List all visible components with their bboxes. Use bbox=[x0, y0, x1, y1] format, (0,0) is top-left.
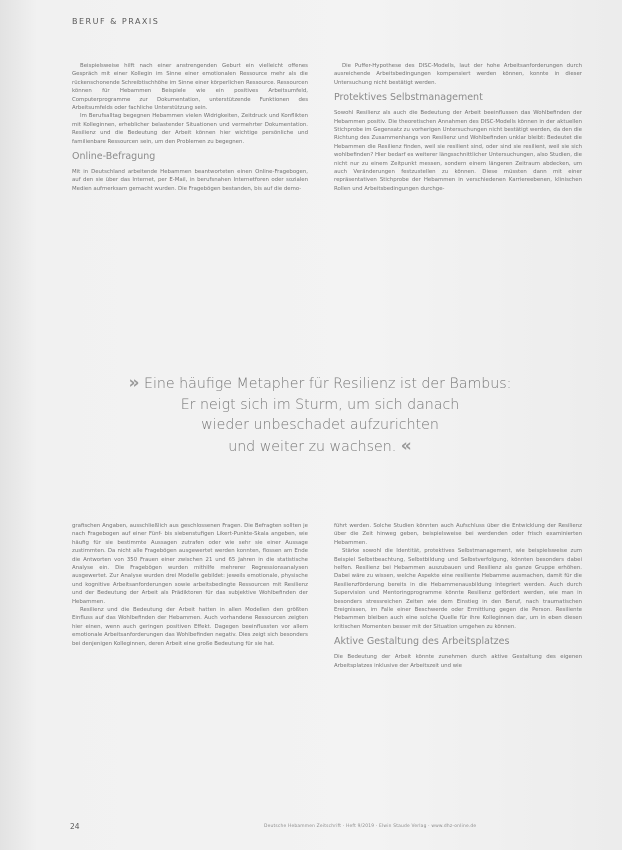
close-quote-mark: « bbox=[400, 435, 412, 456]
paragraph: Mit in Deutschland arbeitende Hebammen beantworteten einen Online-Fragebogen, auf den sie über das Internet, per E-Mail, in berufsnahen Internetforen oder sozialen Medien aufmerksam gemacht wurden. Die Fragebögen bestanden, bis auf die demo- bbox=[72, 169, 308, 192]
paragraph: Resilienz und die Bedeutung der Arbeit hatten in allen Modellen den größten Einfluss auf das Wohlbefinden der Hebammen. Auch vorhandene Ressourcen zeigten hier einen, wenn auch geringen positiven Effekt. Dagegen beeinflussten vor allem emotionale Arbeitsanforderungen das Wohlbefinden negativ. Dies zeigt sich besonders bei denjenigen Kolleginnen, deren Arbeit eine große Bedeutung für sie hat. bbox=[72, 607, 308, 647]
section-header: BERUF & PRAXIS bbox=[72, 17, 160, 26]
paragraph: Die Puffer-Hypothese des DISC-Modells, laut der hohe Arbeitsanforderungen durch ausreichende Arbeitsbedingungen kompensiert werden können, konnte in dieser Untersuchung nicht bestätigt werden. bbox=[334, 63, 582, 86]
pull-quote bbox=[90, 373, 550, 457]
paragraph: Sowohl Resilienz als auch die Bedeutung der Arbeit beeinflussen das Wohlbefinden der Hebammen positiv. Die theoretischen Annahmen des DISC-Modells können in der aktuellen Stichprobe im Gegensatz zu vorherigen Untersuchungen nicht bestätigt werden, da den die Richtung des Zusammenhangs von Resilienz und Wohlbefinden unklar bleibt: Bedeutet die Hebammen die Resilienz finden, weil sie resilient sind, oder sind sie resilient, weil sie sich wohlbefinden? Hier bedarf es weiterer längsschnittlicher Untersuchungen, also Studien, die nicht nur zu einem Zeitpunkt messen, sondern einem längeren Zeitraum abdecken, um auch Veränderungen festzustellen zu können. Diese müssten dann mit einer repräsentativen Stichprobe der Hebammen in verschiedenen Karriereebenen, klinischen Rollen und Arbeitsbedingungen durchge- bbox=[334, 110, 582, 192]
paragraph: Beispielsweise hilft nach einer anstrengenden Geburt ein vielleicht offenes Gespräch mit einer Kollegin im Sinne einer emotionalen Ressource mehr als die rückenschonende Schreibtischhöhe im Sinne einer körperlichen Ressource. Ressourcen können für Hebammen Beispiele wie ein positives Arbeitsumfeld, Computerprogramme zur Dokumentation, unterstützende Funktionen des Arbeitsumfelds oder fachliche Unterstützung sein. bbox=[72, 63, 308, 112]
paragraph: Die Bedeutung der Arbeit könnte zunehmen durch aktive Gestaltung des eigenen Arbeitsplatzes inklusive der Arbeitszeit und wie bbox=[334, 654, 582, 669]
pull-quote-line: Er neigt sich im Sturm, um sich danach bbox=[180, 396, 460, 413]
pull-quote-line: wieder unbeschadet aufzurichten bbox=[201, 417, 439, 433]
pull-quote-line bbox=[90, 373, 550, 395]
column-bottom-right bbox=[334, 522, 582, 670]
paragraph: Stärke sowohl die Identität, protektives Selbstmanagement, wie beispielsweise zum Beispiel Selbstbeachtung, Selbstbildung und Selbstverfolgung, könnten besonders dabei helfen. Resilienz bei Hebammen auszubauen und Resilienz als ganze Gruppe erhöhen. Dabei wäre zu wissen, welche Aspekte eine resiliente Hebamme ausmachen, damit für die Resilienzförderung bereits in die Hebammenausbildung integriert werden. Auch durch Supervision und Mentoringprogramme könnte Resilienz gefördert werden, wie man in besonders stressreichen Zeiten wie dem Einstieg in den Beruf, nach traumatischen Ereignissen, im Falle einer Beschwerde oder Ermittlung gegen die Person. Resiliente Hebammen bleiben auch eine solche Quelle für ihre Kolleginnen dar, um in eben diesen kritischen Momenten besser mit der Situation umgehen zu können. bbox=[334, 548, 582, 630]
pull-quote-line bbox=[90, 436, 550, 458]
page-number: 24 bbox=[70, 822, 80, 831]
subheading-protektives-selbstmanagement: Protektives Selbstmanagement bbox=[334, 92, 483, 104]
paragraph: Im Berufsalltag begegnen Hebammen vielen Widrigkeiten, Zeitdruck und Konflikten mit Kolleginnen, erheblicher belastender Situationen und vermehrter Dokumentation. Resilienz und die Bedeutung der Arbeit können hier wichtige persönliche und familienbare Ressourcen sein, um den Problemen zu begegnen. bbox=[72, 113, 308, 145]
subheading-online-befragung: Online-Befragung bbox=[72, 151, 156, 163]
open-quote-mark: » bbox=[128, 373, 140, 393]
pull-quote-text: Eine häufige Metapher für Resilienz ist der Bambus: bbox=[144, 376, 512, 392]
subheading-aktive-gestaltung: Aktive Gestaltung des Arbeitsplatzes bbox=[334, 636, 510, 648]
column-top-left bbox=[72, 62, 308, 193]
paragraph: grafischen Angaben, ausschließlich aus geschlossenen Fragen. Die Befragten sollten je nach Fragebogen auf einer Fünf- bis siebenstufigen Likert-Punkte-Skala angeben, wie häufig für sie bestimmte Aussagen zutrafen oder wie sehr sie einer Aussage zustimmten. Da nicht alle Fragebögen ausgewertet werden konnten, flossen am Ende die Antworten von 350 Frauen einer zwischen 21 und 65 Jahren in die statistische Analyse ein. Die Fragebögen wurden mithilfe mehrerer Regressionsanalysen ausgewertet. Zur Analyse wurden drei Modelle gebildet: jeweils emotionale, physische und kognitive Arbeitsanforderungen sowie arbeitsbedingte Ressourcen mit Resilienz und der Bedeutung der Arbeit als Prädiktoren für das subjektive Wohlbefinden der Hebammen. bbox=[72, 523, 308, 605]
pull-quote-text: und weiter zu wachsen. bbox=[228, 438, 397, 455]
footer-source-line: Deutsche Hebammen Zeitschrift · Heft 9/2019 · Elwin Staude Verlag · www.dhz-online.de bbox=[264, 824, 477, 829]
paragraph: führt werden. Solche Studien könnten auch Aufschluss über die Entwicklung der Resilienz über die Zeit hinweg geben, beispielsweise bei werdenden oder frisch examinierten Hebammen. bbox=[334, 523, 582, 546]
column-top-right bbox=[334, 62, 582, 193]
column-bottom-left bbox=[72, 522, 308, 648]
